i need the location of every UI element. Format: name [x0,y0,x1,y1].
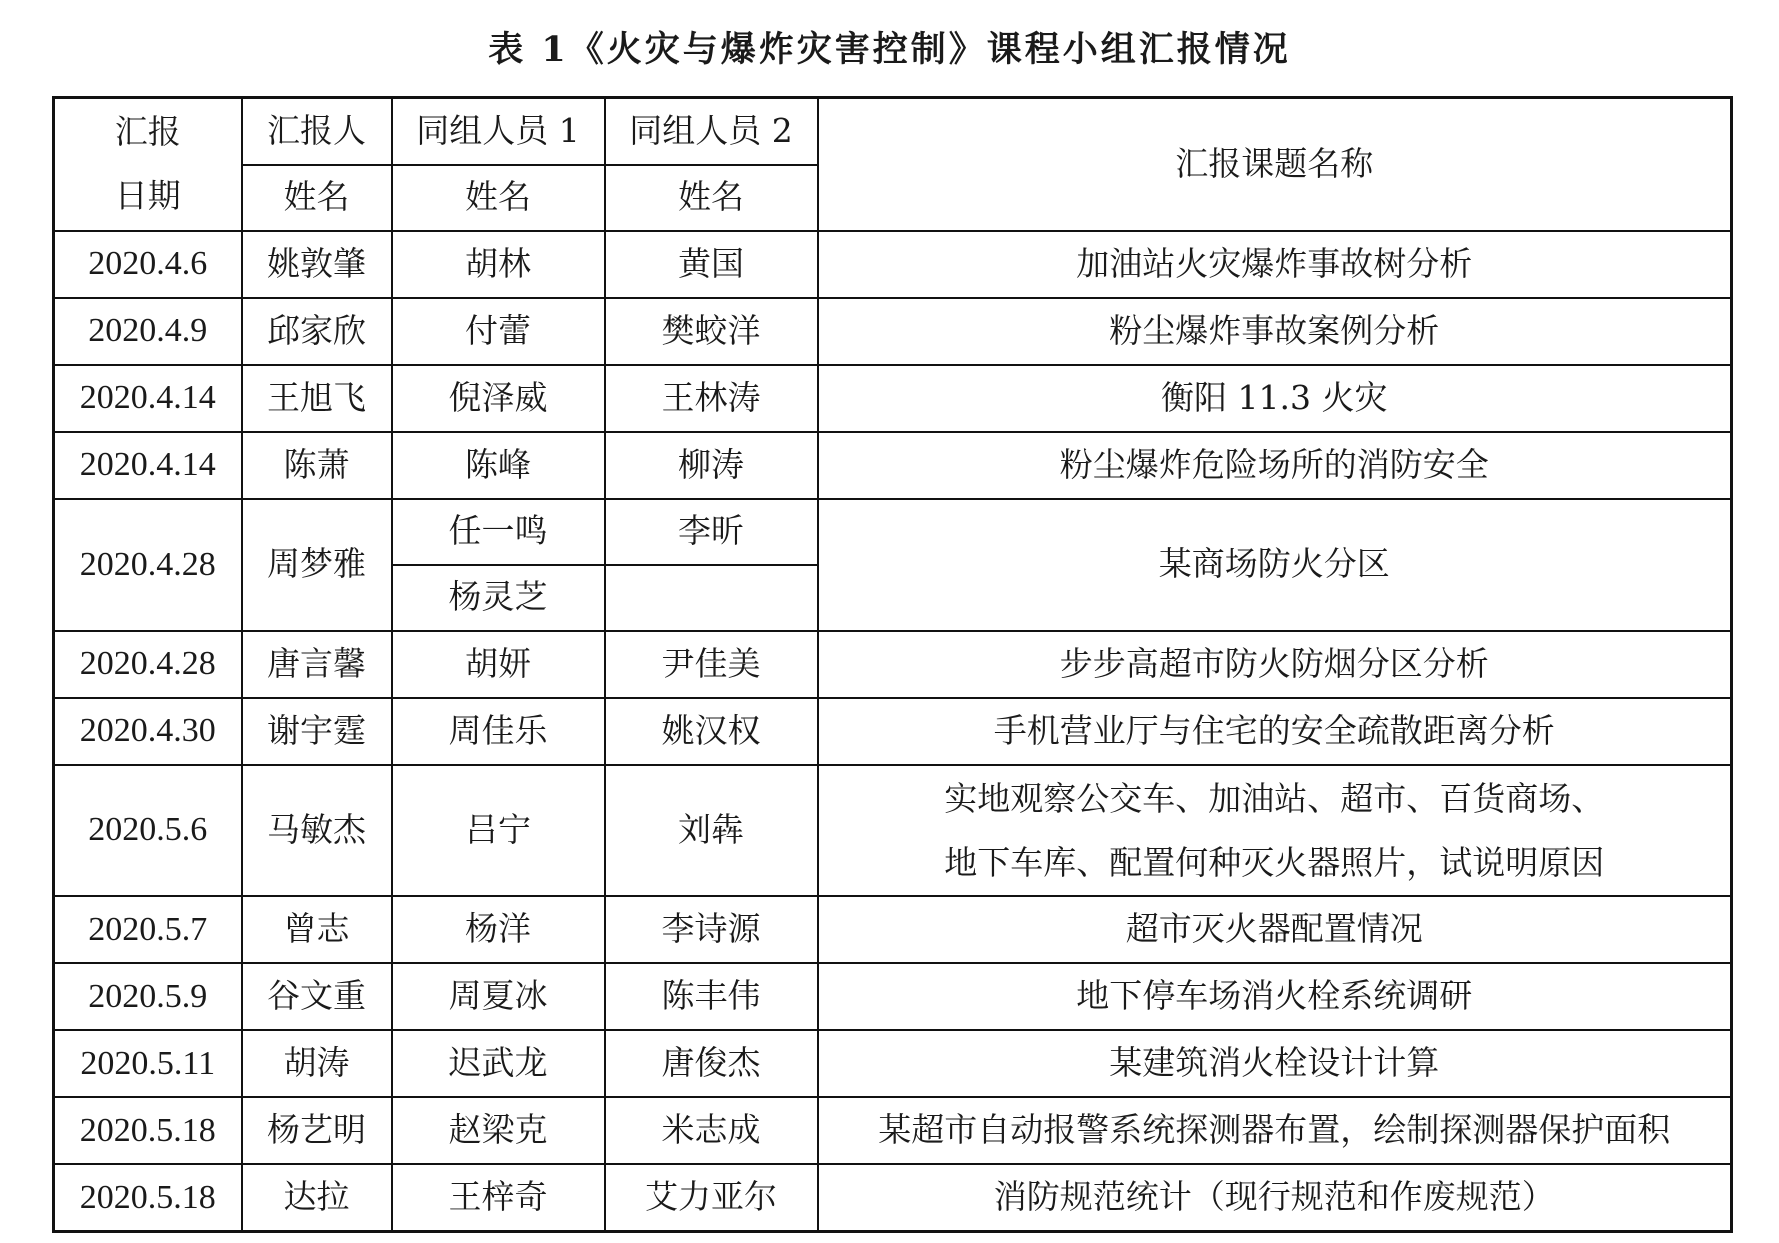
cell-date: 2020.4.30 [54,698,242,765]
cell-date: 2020.4.14 [54,365,242,432]
header-date-line2: 日期 [114,176,181,216]
header-date [54,98,242,231]
cell-member2: 李昕 [605,499,818,565]
cell-reporter: 邱家欣 [242,298,392,365]
cell-member1: 胡妍 [392,631,605,698]
cell-member1: 周夏冰 [392,963,605,1030]
cell-reporter: 唐言馨 [242,631,392,698]
table-row [54,963,1732,1030]
header-date-line1: 汇报 [114,112,181,152]
cell-topic: 粉尘爆炸事故案例分析 [818,298,1732,365]
cell-member1: 胡林 [392,231,605,298]
table-row [54,765,1732,896]
cell-member2: 艾力亚尔 [605,1164,818,1231]
cell-member2: 陈丰伟 [605,963,818,1030]
cell-topic: 步步高超市防火防烟分区分析 [818,631,1732,698]
cell-member1: 杨洋 [392,896,605,963]
cell-reporter: 王旭飞 [242,365,392,432]
table-row [54,365,1732,432]
cell-reporter: 姚敦肇 [242,231,392,298]
header-member2-line1: 同组人员 2 [605,98,818,165]
cell-reporter: 周梦雅 [242,499,392,631]
cell-reporter: 杨艺明 [242,1097,392,1164]
cell-member2: 樊蛟洋 [605,298,818,365]
cell-topic: 某超市自动报警系统探测器布置，绘制探测器保护面积 [818,1097,1732,1164]
cell-reporter: 曾志 [242,896,392,963]
header-member1-line2: 姓名 [392,165,605,231]
header-member1-line1: 同组人员 1 [392,98,605,165]
cell-date: 2020.4.28 [54,631,242,698]
cell-reporter: 陈萧 [242,432,392,499]
cell-topic: 地下停车场消火栓系统调研 [818,963,1732,1030]
table-row [54,1030,1732,1097]
table-row [54,432,1732,499]
cell-topic: 某建筑消火栓设计计算 [818,1030,1732,1097]
header-topic: 汇报课题名称 [818,98,1732,231]
cell-member2: 姚汉权 [605,698,818,765]
cell-reporter: 谷文重 [242,963,392,1030]
cell-topic: 手机营业厅与住宅的安全疏散距离分析 [818,698,1732,765]
cell-date: 2020.5.7 [54,896,242,963]
cell-reporter: 谢宇霆 [242,698,392,765]
cell-topic: 加油站火灾爆炸事故树分析 [818,231,1732,298]
table-row [54,1097,1732,1164]
cell-topic: 粉尘爆炸危险场所的消防安全 [818,432,1732,499]
table-row [54,298,1732,365]
cell-date: 2020.4.6 [54,231,242,298]
cell-member1: 陈峰 [392,432,605,499]
cell-member1-extra: 杨灵芝 [392,565,605,631]
table-row [54,698,1732,765]
cell-date: 2020.5.18 [54,1164,242,1231]
cell-date: 2020.4.28 [54,499,242,631]
header-member2-line2: 姓名 [605,165,818,231]
cell-member2: 尹佳美 [605,631,818,698]
cell-member2: 李诗源 [605,896,818,963]
header-reporter-line2: 姓名 [242,165,392,231]
cell-date: 2020.4.14 [54,432,242,499]
table-row [54,499,1732,565]
cell-topic [818,765,1732,896]
cell-member2: 王林涛 [605,365,818,432]
cell-date: 2020.5.9 [54,963,242,1030]
table-row [54,896,1732,963]
table-row [54,631,1732,698]
cell-member2-extra [605,565,818,631]
cell-member1: 赵梁克 [392,1097,605,1164]
cell-topic-line2: 地下车库、配置何种灭火器照片，试说明原因 [944,842,1605,882]
header-reporter-line1: 汇报人 [242,98,392,165]
cell-topic-line1: 实地观察公交车、加油站、超市、百货商场、 [944,778,1605,818]
cell-topic: 衡阳 11.3 火灾 [818,365,1732,432]
cell-member2: 米志成 [605,1097,818,1164]
cell-member1: 付蕾 [392,298,605,365]
cell-member1: 周佳乐 [392,698,605,765]
cell-reporter: 马敏杰 [242,765,392,896]
cell-date: 2020.4.9 [54,298,242,365]
table-title: 表 1《火灾与爆炸灾害控制》课程小组汇报情况 [488,29,1291,70]
cell-date: 2020.5.11 [54,1030,242,1097]
cell-topic: 超市灭火器配置情况 [818,896,1732,963]
cell-member2: 唐俊杰 [605,1030,818,1097]
cell-member1: 王梓奇 [392,1164,605,1231]
cell-date: 2020.5.6 [54,765,242,896]
table-row [54,231,1732,298]
cell-member1: 吕宁 [392,765,605,896]
header-row [54,98,1732,165]
cell-member1: 任一鸣 [392,499,605,565]
cell-topic: 某商场防火分区 [818,499,1732,631]
cell-reporter: 胡涛 [242,1030,392,1097]
cell-date: 2020.5.18 [54,1097,242,1164]
table-row [54,1164,1732,1231]
cell-member2: 柳涛 [605,432,818,499]
cell-member1: 迟武龙 [392,1030,605,1097]
cell-member1: 倪泽威 [392,365,605,432]
cell-member2: 黄国 [605,231,818,298]
report-table [52,96,1733,1233]
cell-reporter: 达拉 [242,1164,392,1231]
cell-topic: 消防规范统计（现行规范和作废规范） [818,1164,1732,1231]
cell-member2: 刘犇 [605,765,818,896]
